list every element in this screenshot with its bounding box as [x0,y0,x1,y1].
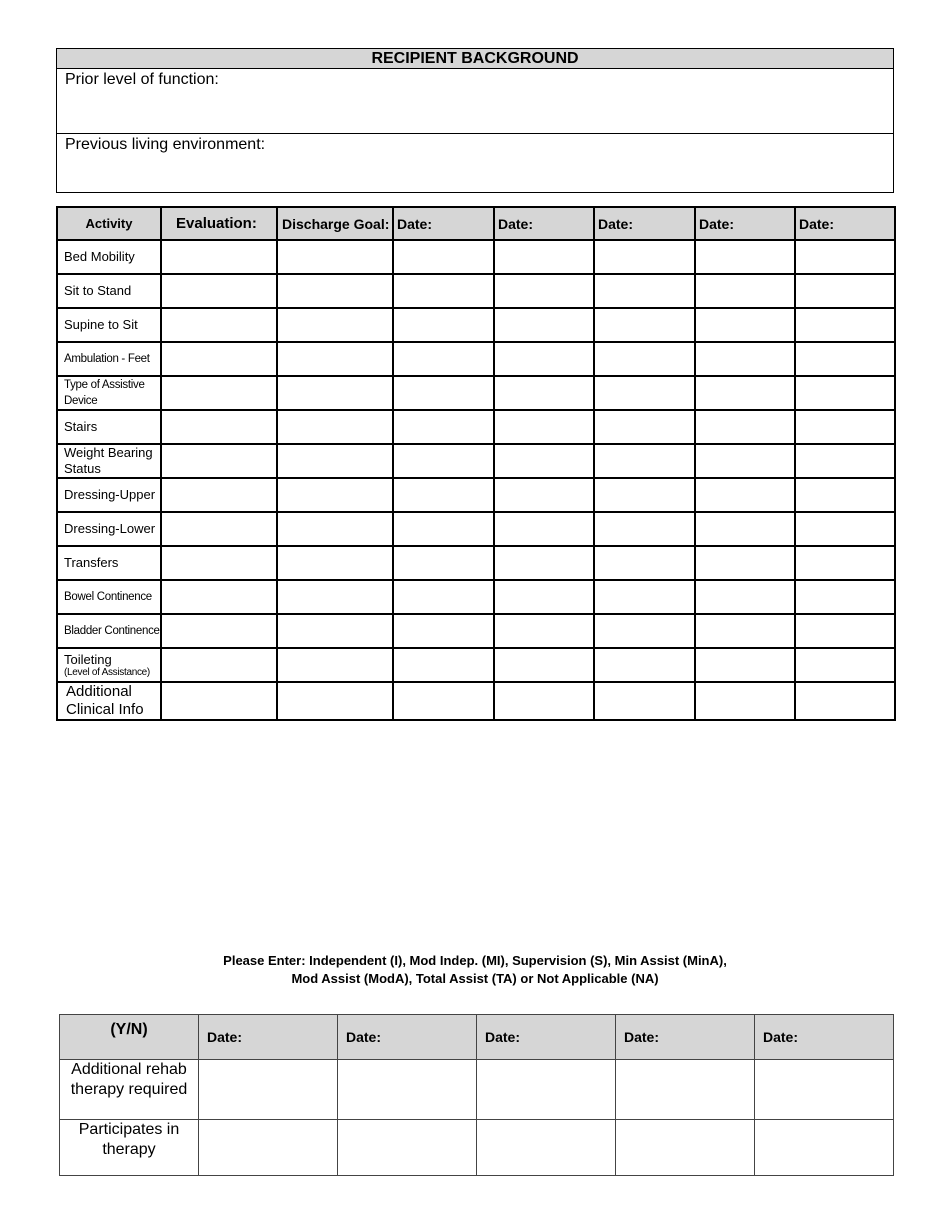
entry-cell[interactable] [594,444,695,478]
entry-cell[interactable] [277,580,393,614]
table-row [57,342,895,376]
entry-cell[interactable] [277,376,393,410]
legend-note-line1: Please Enter: Independent (I), Mod Indep. (MI), Supervision (S), Min Assist (MinA), [223,953,727,968]
entry-cell[interactable] [277,682,393,720]
header-date: Date: [477,1015,616,1060]
header-date: Date: [616,1015,755,1060]
header-date: Date: [494,207,594,240]
table-row [57,546,895,580]
entry-cell[interactable] [393,240,494,274]
header-date: Date: [695,207,795,240]
entry-cell[interactable] [393,308,494,342]
entry-cell[interactable] [494,376,594,410]
entry-cell[interactable] [795,274,895,308]
entry-cell[interactable] [161,648,277,682]
entry-cell[interactable] [477,1060,616,1120]
legend-note-line2: Mod Assist (ModA), Total Assist (TA) or Not Applicable (NA) [291,971,659,986]
entry-cell[interactable] [277,648,393,682]
recipient-background-title: RECIPIENT BACKGROUND [57,49,893,69]
entry-cell[interactable] [161,376,277,410]
entry-cell[interactable] [277,478,393,512]
entry-cell[interactable] [393,274,494,308]
entry-cell[interactable] [795,410,895,444]
entry-cell[interactable] [695,308,795,342]
entry-cell[interactable] [494,410,594,444]
table-row [57,240,895,274]
yn-header-row [60,1015,894,1060]
entry-cell[interactable] [594,614,695,648]
entry-cell[interactable] [494,240,594,274]
entry-cell[interactable] [494,308,594,342]
entry-cell[interactable] [494,614,594,648]
entry-cell[interactable] [795,682,895,720]
entry-cell[interactable] [695,376,795,410]
activity-label: Ambulation - Feet [57,342,161,376]
entry-cell[interactable] [277,614,393,648]
section-divider [57,133,893,134]
activity-label: Bowel Continence [57,580,161,614]
entry-cell[interactable] [161,240,277,274]
entry-cell[interactable] [393,342,494,376]
activity-label: Stairs [57,410,161,444]
entry-cell[interactable] [277,342,393,376]
entry-cell[interactable] [277,512,393,546]
activity-label: Bladder Continence [57,614,161,648]
header-date: Date: [199,1015,338,1060]
entry-cell[interactable] [695,444,795,478]
entry-cell[interactable] [616,1060,755,1120]
entry-cell[interactable] [338,1120,477,1176]
header-date: Date: [393,207,494,240]
entry-cell[interactable] [695,512,795,546]
entry-cell[interactable] [494,648,594,682]
entry-cell[interactable] [795,648,895,682]
table-row [57,308,895,342]
entry-cell[interactable] [277,274,393,308]
entry-cell[interactable] [161,512,277,546]
activity-label: Supine to Sit [57,308,161,342]
recipient-background-section [56,48,894,193]
entry-cell[interactable] [795,614,895,648]
entry-cell[interactable] [795,512,895,546]
entry-cell[interactable] [494,580,594,614]
entry-cell[interactable] [494,342,594,376]
activity-table [56,206,896,721]
entry-cell[interactable] [393,682,494,720]
entry-cell[interactable] [277,240,393,274]
header-yn: (Y/N) [60,1015,199,1060]
header-activity: Activity [57,207,161,240]
entry-cell[interactable] [277,444,393,478]
entry-cell[interactable] [795,376,895,410]
header-date: Date: [795,207,895,240]
entry-cell[interactable] [161,546,277,580]
entry-cell[interactable] [795,580,895,614]
table-row [57,648,895,682]
entry-cell[interactable] [695,274,795,308]
entry-cell[interactable] [695,546,795,580]
entry-cell[interactable] [695,648,795,682]
entry-cell[interactable] [161,274,277,308]
entry-cell[interactable] [616,1120,755,1176]
header-date: Date: [594,207,695,240]
table-row [57,478,895,512]
entry-cell[interactable] [393,512,494,546]
therapy-yn-table [59,1014,894,1176]
entry-cell[interactable] [494,274,594,308]
entry-cell[interactable] [161,580,277,614]
entry-cell[interactable] [755,1120,894,1176]
entry-cell[interactable] [695,342,795,376]
entry-cell[interactable] [594,682,695,720]
entry-cell[interactable] [795,240,895,274]
table-row [57,376,895,410]
activity-header-row [57,207,895,240]
entry-cell[interactable] [393,614,494,648]
entry-cell[interactable] [594,308,695,342]
entry-cell[interactable] [393,478,494,512]
prior-level-label: Prior level of function: [65,71,219,88]
entry-cell[interactable] [594,410,695,444]
entry-cell[interactable] [795,342,895,376]
table-row [57,512,895,546]
activity-label: Dressing-Lower [57,512,161,546]
activity-label: Type of Assistive Device [57,376,161,410]
table-row [57,444,895,478]
entry-cell[interactable] [277,546,393,580]
entry-cell[interactable] [695,410,795,444]
entry-cell[interactable] [594,648,695,682]
activity-label-toileting [57,648,161,682]
activity-label: Dressing-Upper [57,478,161,512]
entry-cell[interactable] [594,376,695,410]
toileting-sublabel: (Level of Assistance) [64,667,150,678]
entry-cell[interactable] [277,410,393,444]
previous-living-label: Previous living environment: [65,136,266,153]
entry-cell[interactable] [594,580,695,614]
entry-cell[interactable] [755,1060,894,1120]
entry-cell[interactable] [594,546,695,580]
entry-cell[interactable] [277,308,393,342]
entry-cell[interactable] [795,444,895,478]
header-date: Date: [755,1015,894,1060]
entry-cell[interactable] [695,614,795,648]
header-date: Date: [338,1015,477,1060]
table-row [57,274,895,308]
table-row [57,580,895,614]
entry-cell[interactable] [393,376,494,410]
table-row [57,682,895,720]
entry-cell[interactable] [695,478,795,512]
activity-label: Transfers [57,546,161,580]
entry-cell[interactable] [695,682,795,720]
entry-cell[interactable] [161,342,277,376]
header-discharge-goal: Discharge Goal: [277,207,393,240]
entry-cell[interactable] [695,240,795,274]
entry-cell[interactable] [393,410,494,444]
entry-cell[interactable] [594,478,695,512]
entry-cell[interactable] [393,648,494,682]
entry-cell[interactable] [393,444,494,478]
entry-cell[interactable] [494,682,594,720]
header-evaluation: Evaluation: [161,207,277,240]
entry-cell[interactable] [594,512,695,546]
entry-cell[interactable] [795,308,895,342]
entry-cell[interactable] [199,1120,338,1176]
entry-cell[interactable] [795,478,895,512]
entry-cell[interactable] [161,410,277,444]
entry-cell[interactable] [494,444,594,478]
entry-cell[interactable] [594,274,695,308]
table-row [57,410,895,444]
entry-cell[interactable] [161,478,277,512]
additional-clinical-info-label: Additional Clinical Info [57,682,161,720]
entry-cell[interactable] [199,1060,338,1120]
legend-note [56,952,894,988]
participates-label: Participates in therapy [60,1120,199,1176]
entry-cell[interactable] [161,682,277,720]
entry-cell[interactable] [161,444,277,478]
activity-label: Bed Mobility [57,240,161,274]
entry-cell[interactable] [594,342,695,376]
entry-cell[interactable] [161,308,277,342]
entry-cell[interactable] [393,580,494,614]
activity-label: Sit to Stand [57,274,161,308]
table-row [60,1060,894,1120]
table-row [60,1120,894,1176]
additional-rehab-label: Additional rehab therapy required [60,1060,199,1120]
entry-cell[interactable] [477,1120,616,1176]
entry-cell[interactable] [393,546,494,580]
entry-cell[interactable] [695,580,795,614]
toileting-label: Toileting [64,652,112,667]
entry-cell[interactable] [494,512,594,546]
entry-cell[interactable] [494,546,594,580]
entry-cell[interactable] [161,614,277,648]
table-row [57,614,895,648]
entry-cell[interactable] [795,546,895,580]
activity-label: Weight Bearing Status [57,444,161,478]
entry-cell[interactable] [594,240,695,274]
entry-cell[interactable] [338,1060,477,1120]
entry-cell[interactable] [494,478,594,512]
